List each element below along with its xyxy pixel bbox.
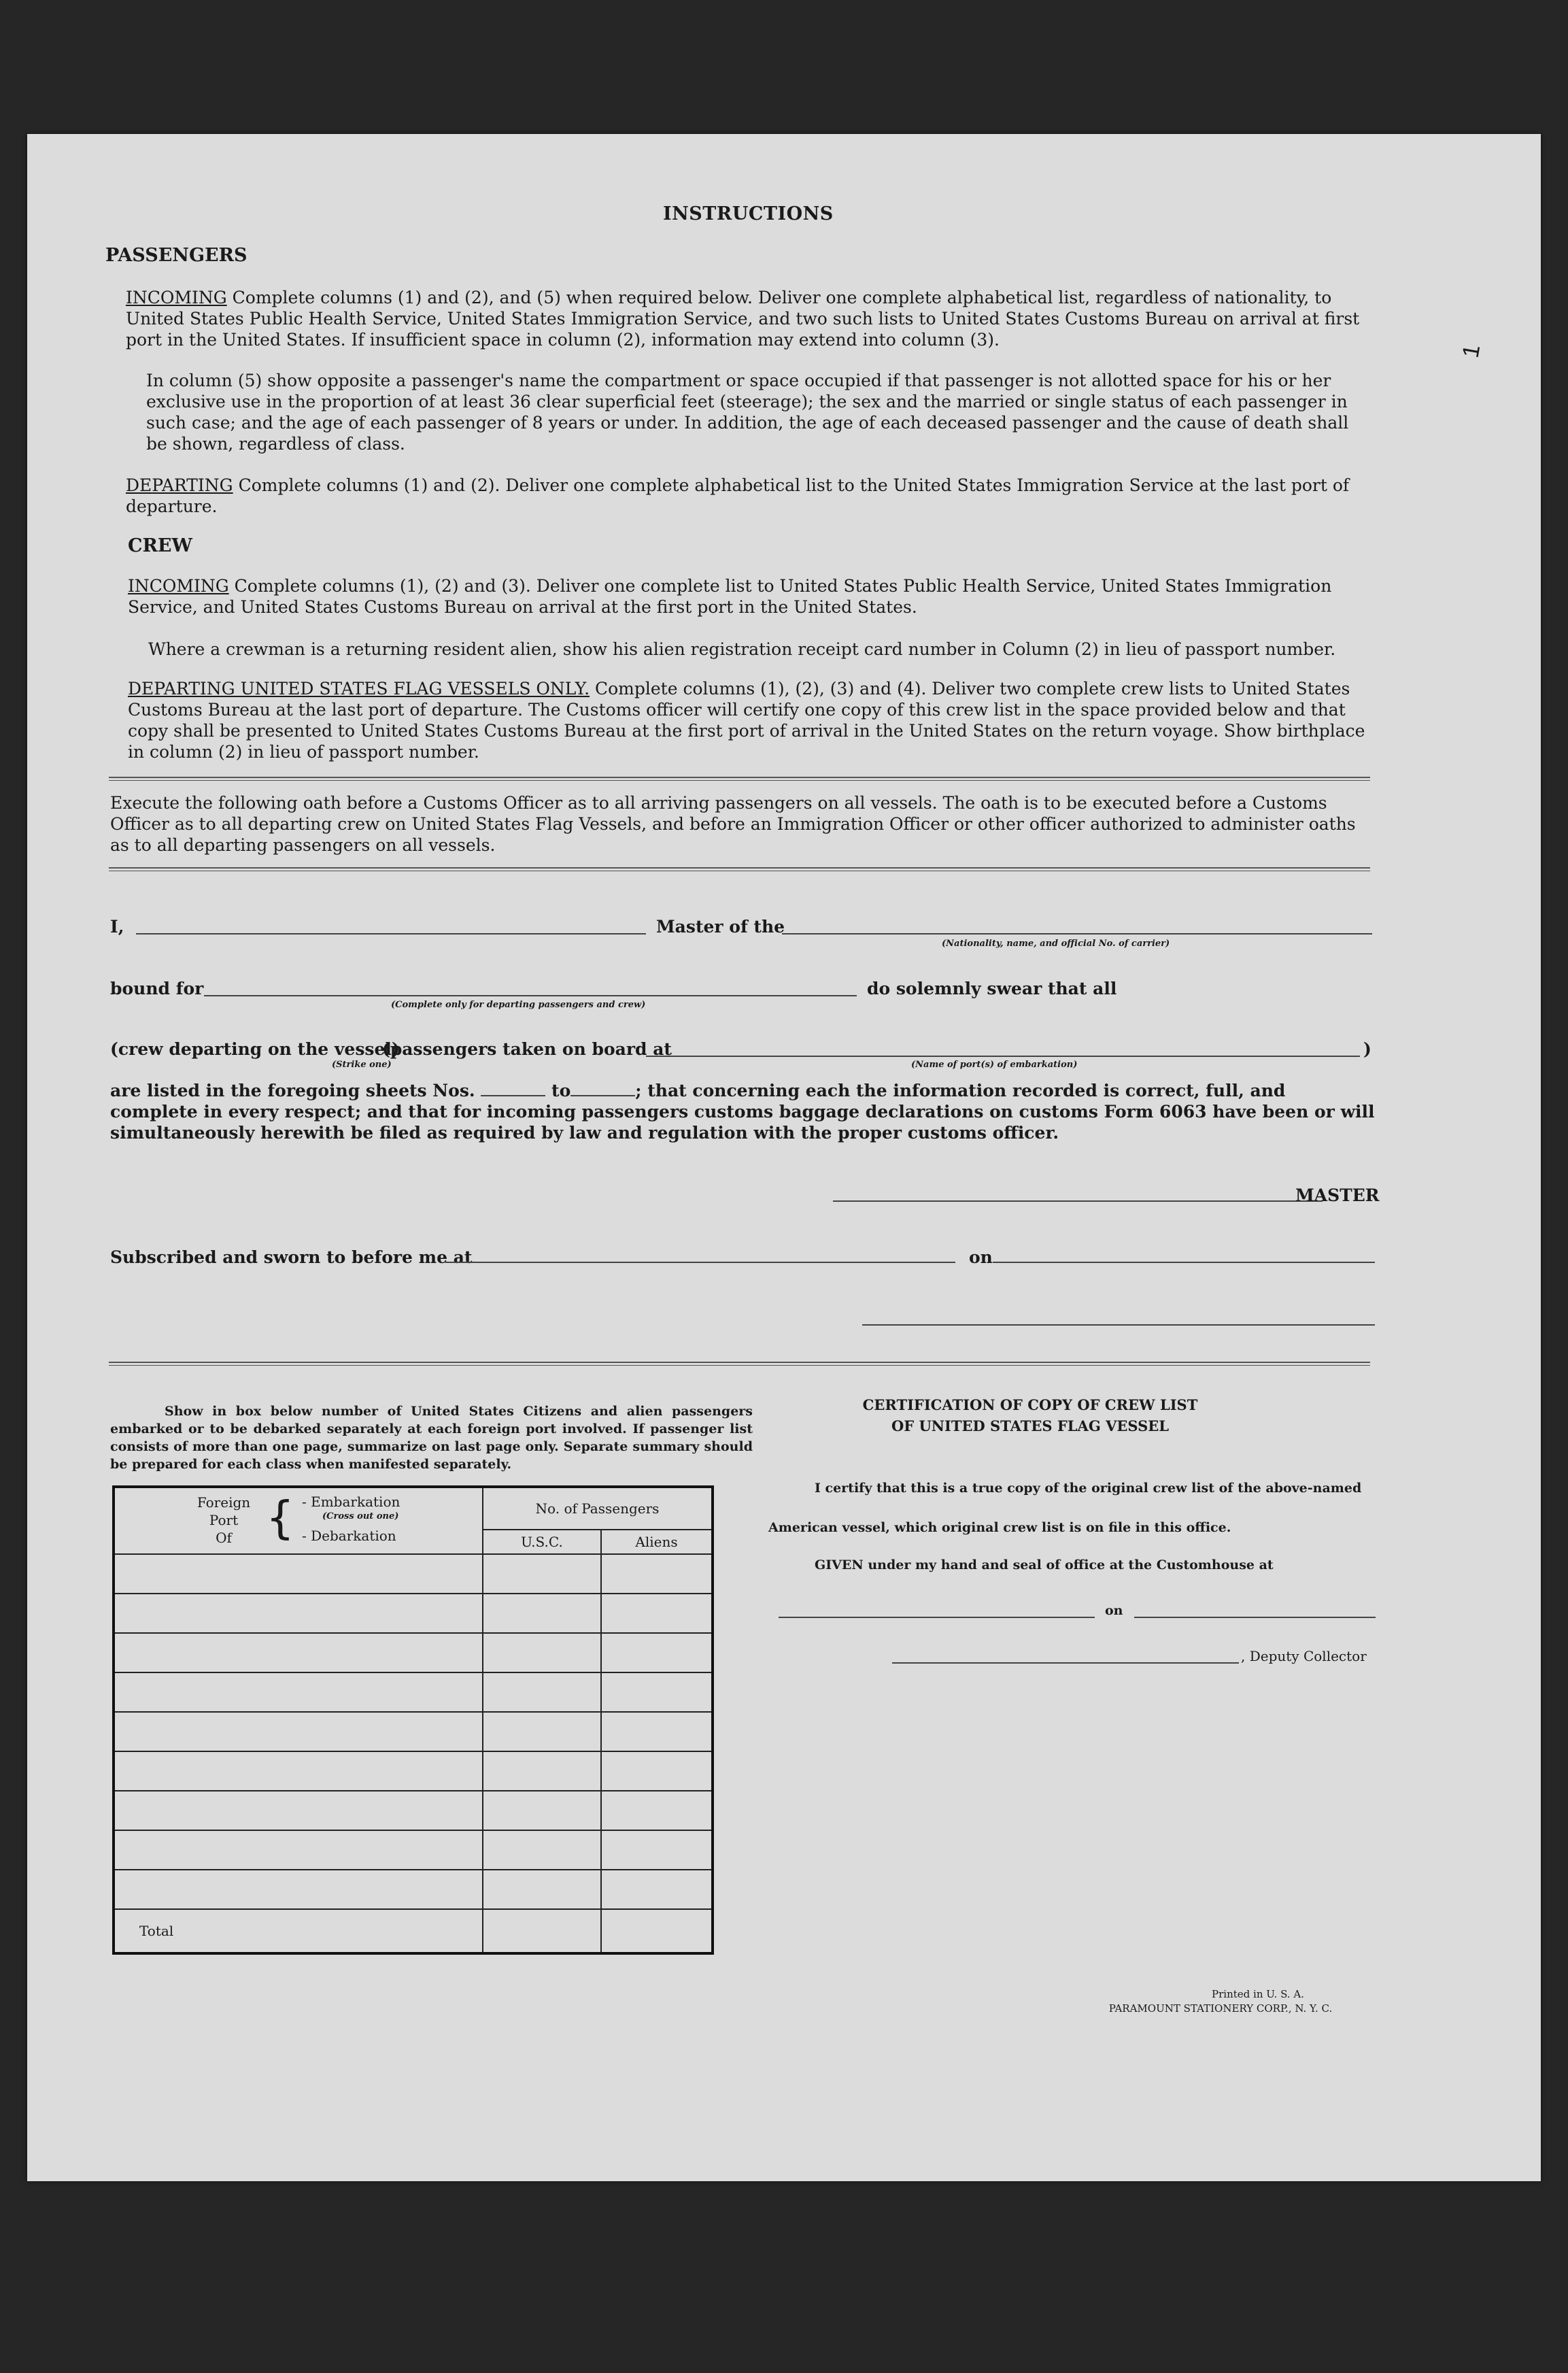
port-cell[interactable] (114, 1554, 483, 1594)
sworn-date-line[interactable] (993, 1262, 1375, 1263)
aliens-cell[interactable] (601, 1594, 713, 1633)
printer-imprint (1074, 1987, 1367, 2016)
crew-departing-label: DEPARTING UNITED STATES FLAG VESSELS ONLY. (128, 679, 590, 699)
certification-date-line[interactable] (1134, 1617, 1376, 1618)
usc-header: U.S.C. (483, 1530, 601, 1554)
port-caption: (Name of port(s) of embarkation) (911, 1060, 1078, 1070)
port-cell[interactable] (114, 1672, 483, 1712)
aliens-cell[interactable] (601, 1870, 713, 1909)
embarkation-label: - Embarkation (302, 1494, 400, 1510)
form-sheet (27, 134, 1541, 2181)
crew-departing-text: Complete columns (1), (2), (3) and (4). Deliver two complete crew lists to United States Customs Bureau at the last port of departure. The Customs officer will certify one copy of this crew list in the space provided below and that copy shall be presented to United States Customs Bureau at the first port of arrival in the United States on the return voyage. Show birthplace in column (2) in lieu of passport number. (128, 679, 1365, 762)
passengers-incoming-label: INCOMING (126, 288, 227, 307)
passengers-departing-text: Complete columns (1) and (2). Deliver one complete alphabetical list to the United States Immigration Service at the last port of departure. (126, 475, 1350, 516)
aliens-cell[interactable] (601, 1554, 713, 1594)
usc-cell[interactable] (483, 1672, 601, 1712)
passengers-taken-option: (passengers taken on board at (382, 1039, 672, 1059)
sworn-on-label: on (969, 1247, 993, 1267)
port-cell[interactable] (114, 1751, 483, 1791)
certification-on-label: on (1105, 1603, 1123, 1618)
table-row (114, 1554, 713, 1594)
i-label: I, (110, 917, 124, 937)
usc-cell[interactable] (483, 1870, 601, 1909)
usc-cell[interactable] (483, 1712, 601, 1751)
port-cell[interactable] (114, 1870, 483, 1909)
crew-incoming-paragraph (128, 575, 1376, 618)
port-cell[interactable] (114, 1791, 483, 1830)
table-row (114, 1751, 713, 1791)
total-usc-cell[interactable] (483, 1909, 601, 1953)
aliens-cell[interactable] (601, 1672, 713, 1712)
total-row (114, 1909, 713, 1953)
crew-departing-option: (crew departing on the vessel) (110, 1039, 400, 1059)
master-signature-line[interactable] (833, 1200, 1323, 1202)
crew-departing-paragraph (128, 678, 1376, 762)
crew-incoming-text: Complete columns (1), (2) and (3). Deliver one complete list to United States Public Health Service, United States Immigration Service, and United States Customs Bureau on arrival at the first port in the United States. (128, 576, 1332, 617)
total-aliens-cell[interactable] (601, 1909, 713, 1953)
table-row (114, 1870, 713, 1909)
port-label: Port (209, 1512, 239, 1528)
bound-for-line[interactable] (204, 995, 857, 996)
officer-signature-line[interactable] (862, 1324, 1375, 1326)
usc-cell[interactable] (483, 1791, 601, 1830)
foreign-label: Foreign (197, 1494, 251, 1511)
port-cell[interactable] (114, 1594, 483, 1633)
aliens-cell[interactable] (601, 1633, 713, 1672)
table-row (114, 1830, 713, 1870)
aliens-cell[interactable] (601, 1751, 713, 1791)
aliens-cell[interactable] (601, 1791, 713, 1830)
sheet-to-field[interactable] (570, 1095, 635, 1096)
crew-heading: CREW (128, 535, 192, 556)
brace-icon: { (266, 1492, 294, 1544)
of-label: Of (216, 1530, 232, 1546)
crew-incoming-label: INCOMING (128, 576, 229, 596)
usc-cell[interactable] (483, 1554, 601, 1594)
embarkation-port-line[interactable] (646, 1056, 1360, 1057)
table-row (114, 1633, 713, 1672)
given-text: GIVEN under my hand and seal of office at the Customhouse at (815, 1558, 1274, 1572)
no-of-passengers-header: No. of Passengers (483, 1487, 713, 1530)
usc-cell[interactable] (483, 1830, 601, 1870)
foreign-port-of (183, 1494, 265, 1547)
instructions-title: INSTRUCTIONS (663, 203, 834, 224)
master-label: MASTER (1295, 1185, 1380, 1205)
customhouse-line[interactable] (779, 1617, 1095, 1618)
master-name-line[interactable] (136, 933, 646, 935)
deputy-signature-line[interactable] (892, 1662, 1239, 1664)
table-row (114, 1594, 713, 1633)
subscribed-label: Subscribed and sworn to before me at (110, 1247, 473, 1267)
sworn-place-line[interactable] (445, 1262, 955, 1263)
port-cell[interactable] (114, 1633, 483, 1672)
printer-line-2: PARAMOUNT STATIONERY CORP., N. Y. C. (1108, 2002, 1333, 2015)
swear-text: do solemnly swear that all (867, 979, 1117, 998)
passenger-summary-table (112, 1485, 714, 1955)
certification-title-line-2: OF UNITED STATES FLAG VESSEL (891, 1417, 1170, 1434)
deputy-collector-label: , Deputy Collector (1241, 1648, 1367, 1664)
port-cell[interactable] (114, 1712, 483, 1751)
listed-sheets-paragraph (110, 1080, 1375, 1143)
passengers-heading: PASSENGERS (105, 245, 248, 266)
port-header-cell (114, 1487, 483, 1554)
column5-paragraph: In column (5) show opposite a passenger's name the compartment or space occupied if that passenger is not allotted space for his or her exclusive use in the proportion of at least 36 clear superficial feet (steerage); the sex and the married or single status of each passenger in such case; and the age of each passenger of 8 years or under. In addition, the age of each deceased passenger and the cause of death shall be shown, regardless of class. (146, 371, 1349, 454)
bound-for-caption: (Complete only for departing passengers and crew) (391, 1000, 646, 1010)
certify-text-1: I certify that this is a true copy of the original crew list of the above-named (815, 1481, 1362, 1496)
certification-title (785, 1394, 1275, 1436)
close-paren: ) (1363, 1039, 1371, 1059)
table-row (114, 1791, 713, 1830)
margin-mark: 1 (1457, 342, 1486, 360)
printer-line-1: Printed in U. S. A. (1212, 1988, 1304, 2000)
usc-cell[interactable] (483, 1751, 601, 1791)
divider (109, 867, 1370, 871)
usc-cell[interactable] (483, 1633, 601, 1672)
carrier-caption: (Nationality, name, and official No. of carrier) (942, 939, 1170, 949)
passengers-incoming-text: Complete columns (1) and (2), and (5) when required below. Deliver one complete alphabetical list, regardless of nationality, to United States Public Health Service, United States Immigration Service, and two such lists to United States Customs Bureau on arrival at first port in the United States. If insufficient space in column (2), information may extend into column (3). (126, 288, 1360, 350)
to-label: to (551, 1081, 571, 1100)
debarkation-label: - Debarkation (302, 1528, 396, 1544)
aliens-cell[interactable] (601, 1712, 713, 1751)
divider (109, 777, 1370, 781)
divider (109, 1362, 1370, 1366)
certify-text-2: American vessel, which original crew list is on file in this office. (768, 1520, 1231, 1535)
total-label: Total (114, 1909, 483, 1953)
listed-text-1: are listed in the foregoing sheets Nos. (110, 1081, 475, 1100)
carrier-line[interactable] (782, 933, 1372, 935)
table-row (114, 1672, 713, 1712)
aliens-header: Aliens (601, 1530, 713, 1554)
bound-for-label: bound for (110, 979, 204, 998)
listed-text-2: ; that concerning each the information recorded is correct, full, and complete in every respect; and that for incoming passengers customs baggage declarations on customs Form 6063 have been or will simultaneously herewith be filed as required by law and regulation with the proper customs officer. (110, 1081, 1375, 1143)
passengers-incoming-paragraph (126, 287, 1374, 350)
table-row (114, 1712, 713, 1751)
oath-intro: Execute the following oath before a Customs Officer as to all arriving passengers on all vessels. The oath is to be executed before a Customs Officer as to all departing crew on United States Flag Vessels, and before an Immigration Officer or other officer authorized to administer oaths as to all departing passengers on all vessels. (110, 793, 1356, 855)
usc-cell[interactable] (483, 1594, 601, 1633)
cross-out-caption: (Cross out one) (322, 1511, 399, 1521)
strike-one-caption: (Strike one) (332, 1060, 392, 1070)
certification-title-line-1: CERTIFICATION OF COPY OF CREW LIST (862, 1396, 1198, 1413)
aliens-cell[interactable] (601, 1830, 713, 1870)
summary-note: Show in box below number of United States Citizens and alien passengers embarked or to be debarked separately at each foreign port involved. If passenger list consists of more than one page, summarize on last page only. Separate summary should be prepared for each class when manifested separately. (110, 1404, 753, 1472)
port-cell[interactable] (114, 1830, 483, 1870)
sheet-from-field[interactable] (481, 1095, 545, 1096)
passengers-departing-label: DEPARTING (126, 475, 233, 495)
passengers-departing-paragraph (126, 475, 1374, 517)
crewman-paragraph: Where a crewman is a returning resident alien, show his alien registration receipt card number in Column (2) in lieu of passport number. (148, 639, 1336, 659)
master-of-the-label: Master of the (656, 917, 785, 937)
